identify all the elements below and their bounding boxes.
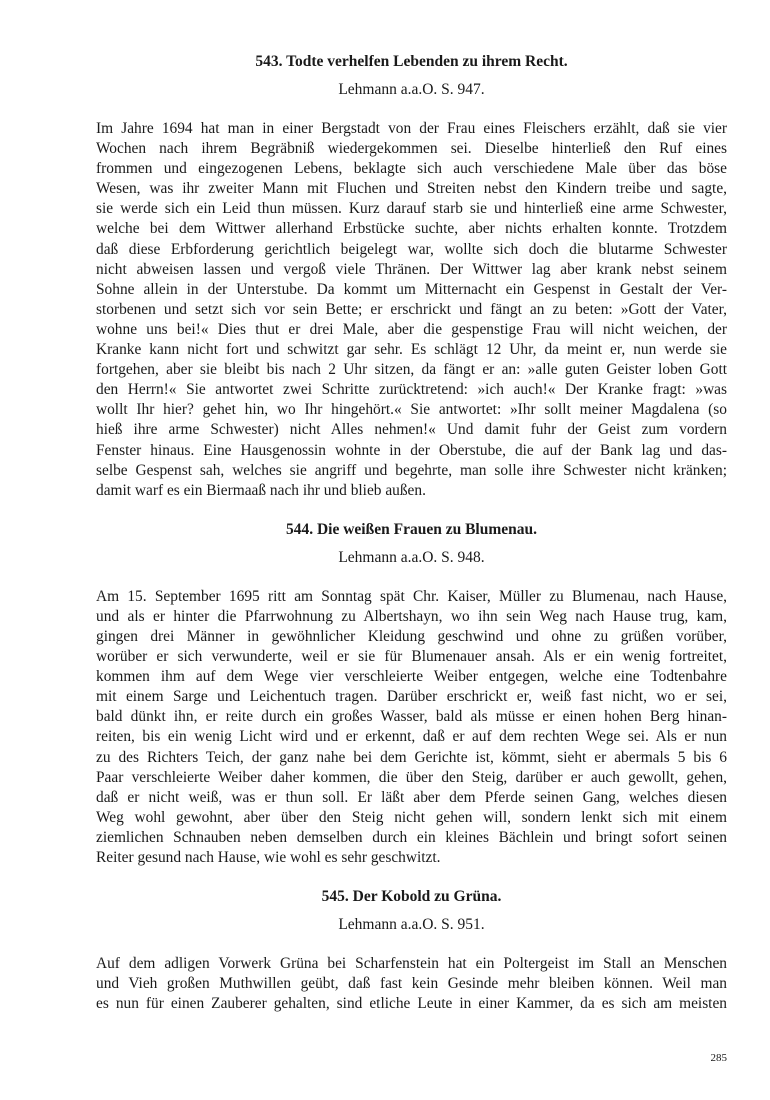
text-line: Fenster hinaus. Eine Hausgenossin wohnte in der Oberstube, die auf der Bank lag und das- <box>96 441 727 459</box>
section-title: 545. Der Kobold zu Grüna. <box>321 888 502 906</box>
text-line: Weg wohl gewohnt, aber über den Steig nicht gehen will, sondern lenkt sich mit einem <box>96 808 727 826</box>
text-line: Reiter gesund nach Hause, wie wohl es sehr geschwitzt. <box>96 849 441 866</box>
section-source: Lehmann a.a.O. S. 951. <box>338 916 485 934</box>
text-line: ziemlichen Schnauben neben demselben durch ein kleines Bächlein und bringt sofort seinen <box>96 828 727 846</box>
text-line: reiten, bis ein wenig Licht wird und er erkennt, daß er auf dem rechten Wege sei. Als er nun <box>96 728 727 746</box>
page-content <box>96 52 727 1014</box>
text-line: selbe Gespenst sah, welches sie angriff und begehrte, man solle ihre Schwester nicht kränken; <box>96 461 727 479</box>
text-line: damit warf es ein Biermaaß nach ihr und blieb außen. <box>96 481 426 499</box>
text-line: fortgehen, aber sie bleibt bis nach 2 Uhr sitzen, da fängt er an: »alle guten Geister loben Gott <box>96 361 727 379</box>
text-line: gingen drei Männer in gewöhnlicher Kleidung geschwind und ohne zu grüßen vorüber, <box>96 627 727 645</box>
text-line: nicht abweisen lassen und vergoß viele Thränen. Der Wittwer lag aber krank nebst seinem <box>96 260 727 278</box>
text-line: Paar verschleierte Weiber daher kommen, die über den Steig, darüber er auch gewollt, gehen, <box>96 768 727 786</box>
section-body <box>96 119 727 501</box>
section-543 <box>96 52 727 501</box>
section-title: 544. Die weißen Frauen zu Blumenau. <box>285 520 538 538</box>
section-source: Lehmann a.a.O. S. 948. <box>338 548 485 566</box>
text-line: es nun für einen Zauberer gehalten, sind etliche Leute in einer Kammer, da es sich am meisten <box>96 995 727 1013</box>
text-line: frommen und eingezogenen Lebens, beklagte sich auch verschiedene Male über das böse <box>96 160 727 178</box>
text-line: kommen ihm auf dem Wege vier verschleierte Weiber entgegen, welche eine Todtenbahre <box>96 668 727 686</box>
text-line: Sohne allein in der Unterstube. Da kommt um Mitternacht ein Gespenst in Gestalt der Ver- <box>96 280 727 298</box>
text-line: zu des Richters Teich, der ganz nahe bei dem Gerichte ist, kömmt, sieht er abermals 5 bis 6 <box>96 748 727 766</box>
text-line: und als er hinter die Pfarrwohnung zu Albertshayn, wo ihn sein Weg nach Hause trug, kam, <box>96 607 727 625</box>
text-line: wollt Ihr hier? gehet hin, wo Ihr hingehört.« Sie antwortet: »Ihr sollt meiner Magdalena (so <box>96 401 727 419</box>
section-545 <box>96 887 727 1014</box>
text-line: sie werde sich ein Leid thun müssen. Kurz darauf starb sie und hinterließ eine arme Schwester, <box>96 200 727 218</box>
text-line: worüber er sich verwunderte, weil er sie für Blumenauer ansah. Als er ein wenig fortreitet, <box>96 648 727 666</box>
text-line: Im Jahre 1694 hat man in einer Bergstadt von der Frau eines Fleischers erzählt, daß sie vier <box>96 120 727 137</box>
section-body <box>96 587 727 868</box>
text-line: daß diese Erbforderung gerichtlich beigelegt war, wollte sich doch die blutarme Schwester <box>96 240 727 258</box>
text-line: storbenen und setzt sich vor sein Bette; er erschrickt und fängt an zu beten: »Gott der Vater, <box>96 300 727 318</box>
text-line: Kranke kann nicht fort und schwitzt gar sehr. Es schlägt 12 Uhr, da meint er, nun werde sie <box>96 341 727 359</box>
text-line: Wochen nach ihrem Begräbniß wiedergekommen sei. Dieselbe hinterließ den Ruf eines <box>96 140 727 158</box>
page-number: 285 <box>710 1052 727 1064</box>
text-line: Am 15. September 1695 ritt am Sonntag spät Chr. Kaiser, Müller zu Blumenau, nach Hause, <box>96 587 727 605</box>
text-line: daß er nicht weiß, was er thun soll. Er läßt aber dem Pferde seinen Gang, welches diesen <box>96 788 727 806</box>
text-line: wohne uns bei!« Dies thut er drei Male, aber die gespenstige Frau will nicht weichen, der <box>96 320 727 338</box>
text-line: und Vieh großen Muthwillen geübt, daß fast kein Gesinde mehr bleiben können. Weil man <box>96 975 727 993</box>
text-line: mit einem Sarge und Leichentuch tragen. Darüber erschrickt er, weiß fast nicht, wo er sei, <box>96 688 727 706</box>
text-line: welche bei dem Wittwer allerhand Erbstücke suchte, aber nichts erhalten konnte. Trotzdem <box>96 220 727 238</box>
section-source: Lehmann a.a.O. S. 947. <box>338 81 485 98</box>
section-title: 543. Todte verhelfen Lebenden zu ihrem Recht. <box>255 53 568 70</box>
text-line: Wesen, was ihr zweiter Mann mit Fluchen und Streiten nebst den Kindern treibe und sagte, <box>96 180 727 198</box>
text-line: Auf dem adligen Vorwerk Grüna bei Scharfenstein hat ein Poltergeist im Stall an Menschen <box>96 955 727 973</box>
text-line: den Herrn!« Sie antwortet zwei Schritte zurücktretend: »ich auch!« Der Kranke fragt: »was <box>96 381 727 399</box>
section-544 <box>96 520 727 868</box>
section-body <box>96 954 727 1014</box>
text-line: hieß ihre arme Schwester) nicht Alles nehmen!« Und damit fuhr der Geist zum vordern <box>96 421 727 439</box>
text-line: bald dünkt ihn, er reite durch ein großes Wasser, bald als müsse er einen hohen Berg hinan- <box>96 708 727 726</box>
